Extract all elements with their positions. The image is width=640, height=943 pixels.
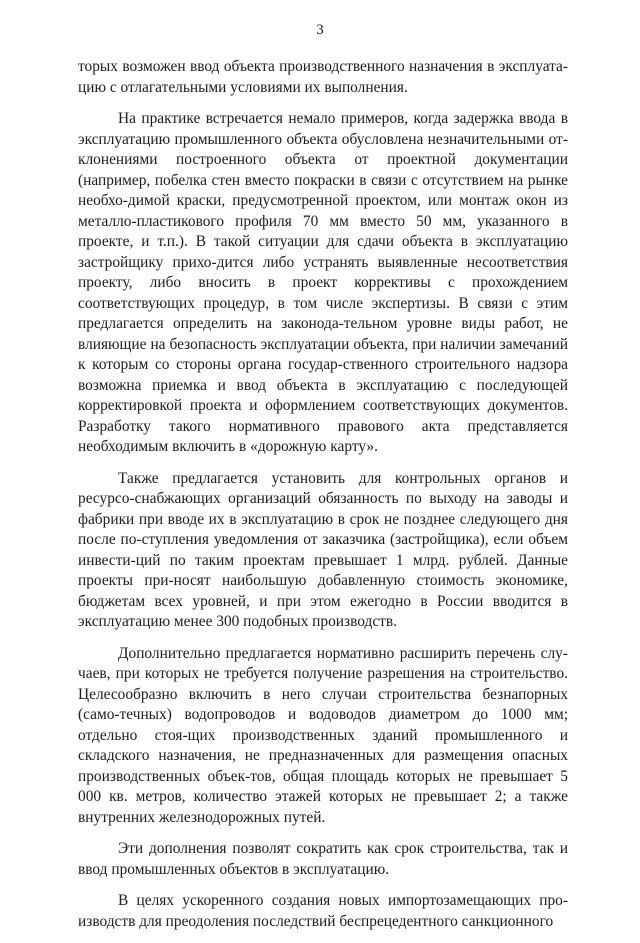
paragraph-continuation: торых возможен ввод объекта производственного назначения в эксплуата-цию с отлагательными условиями их выполнения. xyxy=(78,58,568,96)
paragraph-permit-exemptions: Дополнительно предлагается нормативно расширить перечень слу-чаев, при которых не требуется получение разрешения на строительство. Целесообразно включить в него случаи строительства безнапорных (само-течных) водопроводов и водоводов диаметром до 1000 мм; отдельно стоя-щих производственных зданий промышленного и складского назначения, не предназначенных для размещения опасных производственных объек-тов, общая площадь которых не превышает 5 000 кв. метров, количество этажей которых не превышает 2; а также внутренних железнодорожных путей. xyxy=(78,644,568,826)
paragraph-import-substitution: В целях ускоренного создания новых импортозамещающих про-изводств для преодоления последствий беспрецедентного санкционного xyxy=(78,892,568,930)
document-body xyxy=(78,57,568,943)
paragraph-additions-effect: Эти дополнения позволят сократить как срок строительства, так и ввод промышленных объектов в эксплуатацию. xyxy=(78,840,568,878)
paragraph-control-bodies: Также предлагается установить для контрольных органов и ресурсо-снабжающих организаций обязанность по выходу на заводы и фабрики при вводе их в эксплуатацию в срок не позднее следующего дня после по-ступления уведомления от заказчика (застройщика), если объем инвести-ций по таким проектам превышает 1 млрд. рублей. Данные проекты при-носят наибольшую добавленную стоимость экономике, бюджетам всех уровней, и при этом ежегодно в России вводится в эксплуатацию менее 300 подобных производств. xyxy=(78,469,568,630)
page-number: 3 xyxy=(316,22,324,38)
paragraph-practice-examples: На практике встречается немало примеров, когда задержка ввода в эксплуатацию промышленного объекта обусловлена незначительными от-клонениями построенного объекта от проектной документации (например, побелка стен вместо покраски в связи с отсутствием на рынке необхо-димой краски, предусмотренной проектом, или монтаж окон из металло-пластикового профиля 70 мм вместо 50 мм, указанного в проекте, и т.п.). В такой ситуации для сдачи объекта в эксплуатацию застройщику прихо-дится либо устранять выявленные несоответствия проекту, либо вносить в проект коррективы с прохождением соответствующих процедур, в том числе экспертизы. В связи с этим предлагается определить на законода-тельном уровне виды работ, не влияющие на безопасность эксплуатации объекта, при наличии замечаний к которым со стороны органа государ-ственного строительного надзора возможна приемка и ввод объекта в эксплуатацию с последующей корректировкой проекта и оформлением соответствующих документов. Разработку такого нормативного правового акта представляется необходимым включить в «дорожную карту». xyxy=(78,110,568,455)
